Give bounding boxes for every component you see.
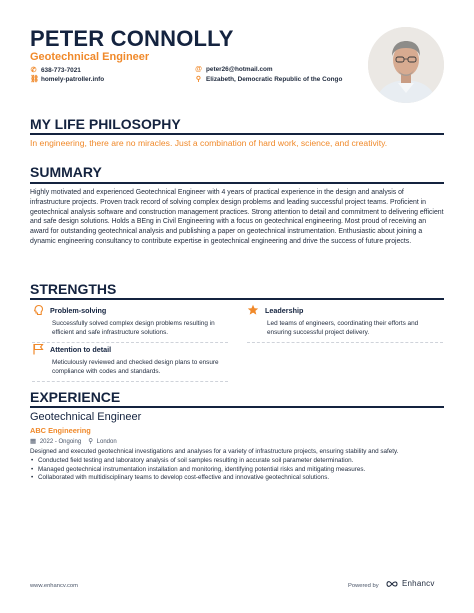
experience-bullet: • Managed geotechnical instrumentation installation and monitoring, identifying potential risks and mitigating measures. xyxy=(30,466,446,475)
calendar-icon: ▦ xyxy=(30,438,37,445)
experience-bullet: • Collaborated with multidisciplinary teams to develop cost-effective and innovative geotechnical solutions. xyxy=(30,474,446,483)
summary-text: Highly motivated and experienced Geotechnical Engineer with 4 years of practical experience in the design and analysis of infrastructure projects. Proven track record of solving complex design problems and leading successful project teams. Proficient in geotechnical analysis software and construction management practices. Strong attention to detail and commitment to delivering efficient and safe design solutions. Holds a BEng in Civil Engineering with a focus on geotechnical engineering. Most proud of receiving an award for outstanding geotechnical analysis and publishing a paper on geotechnical instrumentation. Enthusiastic about joining a dynamic engineering consultancy to contribute expertise in geotechnical engineering and drive the success of future projects. xyxy=(30,189,444,245)
enhancv-logo-icon xyxy=(386,580,400,588)
at-icon: @ xyxy=(195,66,202,73)
strength-item-attention-to-detail xyxy=(32,343,228,382)
location-text: Elizabeth, Democratic Republic of the Congo xyxy=(206,75,343,83)
profile-photo xyxy=(368,27,444,103)
strength-separator xyxy=(32,381,228,382)
experience-heading: EXPERIENCE xyxy=(30,389,121,405)
philosophy-heading: MY LIFE PHILOSOPHY xyxy=(30,116,181,132)
strengths-divider xyxy=(30,298,444,300)
website-text[interactable]: homely-patroller.info xyxy=(41,75,105,83)
experience-location-group xyxy=(88,437,116,445)
location-pin-icon: ⚲ xyxy=(195,76,202,83)
experience-divider xyxy=(30,406,444,408)
philosophy-divider xyxy=(30,133,444,135)
footer-url[interactable]: www.enhancv.com xyxy=(30,583,78,589)
contact-email[interactable] xyxy=(195,66,273,73)
candidate-title: Geotechnical Engineer xyxy=(30,51,150,63)
profile-photo-portrait xyxy=(368,27,444,103)
strength-title: Problem-solving xyxy=(50,305,107,315)
strength-title: Attention to detail xyxy=(50,344,112,354)
strength-title: Leadership xyxy=(265,305,304,315)
experience-dates: 2022 - Ongoing xyxy=(39,439,82,445)
experience-meta xyxy=(30,437,117,445)
experience-bullets xyxy=(30,457,446,483)
star-icon xyxy=(247,304,259,316)
strength-item-leadership xyxy=(247,304,443,343)
strengths-heading: STRENGTHS xyxy=(30,281,117,297)
contact-phone xyxy=(30,66,81,74)
philosophy-quote: In engineering, there are no miracles. Just a combination of hard work, science, and creativity. xyxy=(30,138,388,148)
strength-separator xyxy=(247,342,443,343)
experience-company: ABC Engineering xyxy=(30,426,91,435)
footer-brand-name: Enhancv xyxy=(402,579,435,588)
location-pin-icon: ⚲ xyxy=(88,438,93,445)
footer-powered-by: Powered by xyxy=(348,583,379,589)
strength-item-problem-solving xyxy=(32,304,228,343)
experience-description: Designed and executed geotechnical investigations and analyses for a variety of infrastructure projects, ensuring stability and safety. xyxy=(30,448,399,455)
experience-role: Geotechnical Engineer xyxy=(30,411,142,423)
footer-brand-logo xyxy=(386,579,435,588)
summary-heading: SUMMARY xyxy=(30,164,102,180)
summary-divider xyxy=(30,182,444,184)
flag-icon xyxy=(32,343,44,355)
contact-website[interactable] xyxy=(30,75,104,83)
email-text[interactable]: peter26@hotmail.com xyxy=(206,66,273,73)
contact-location xyxy=(195,75,342,83)
phone-icon: ✆ xyxy=(30,67,37,74)
strength-description: Meticulously reviewed and checked design plans to ensure compliance with codes and standards. xyxy=(52,359,219,375)
brain-icon xyxy=(32,304,44,316)
link-icon: ⛓ xyxy=(30,76,39,83)
candidate-name: PETER CONNOLLY xyxy=(30,26,234,51)
experience-bullet: • Conducted field testing and laboratory analysis of soil samples resulting in accurate soil parameter determination. xyxy=(30,457,446,466)
experience-location: London xyxy=(96,439,117,445)
experience-dates-group xyxy=(30,437,81,445)
strength-description: Led teams of engineers, coordinating their efforts and ensuring successful project delivery. xyxy=(267,320,419,336)
phone-text: 638-773-7021 xyxy=(41,66,81,74)
strength-description: Successfully solved complex design problems resulting in efficient and safe infrastructure solutions. xyxy=(52,320,215,336)
